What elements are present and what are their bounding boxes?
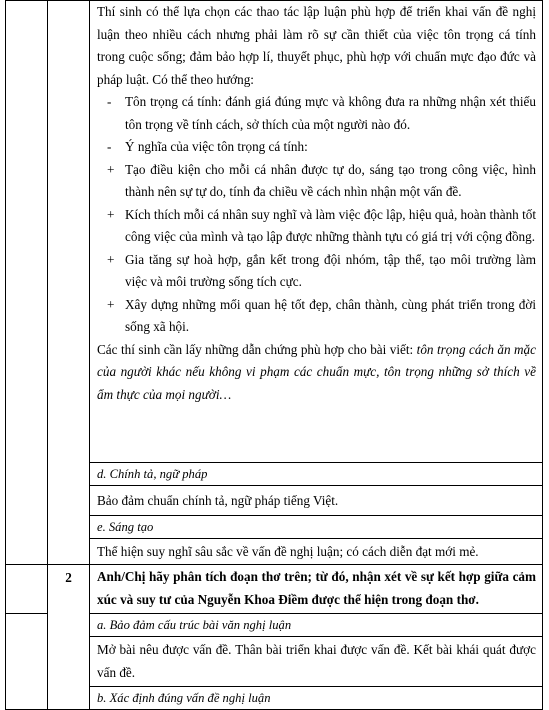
list-item: [97, 249, 536, 294]
bullet-marker: +: [107, 296, 115, 312]
part-cell: [48, 1, 90, 565]
list-item: [97, 159, 536, 204]
intro-paragraph: Thí sinh có thể lựa chọn các thao tác lập luận phù hợp để triển khai vấn đề nghị luận theo nhiều cách nhưng phải làm rõ sự cần thiết của việc tôn trọng cá tính trong cuộc sống; đảm bảo hợp lí, thuyết phục, phù hợp với chuẩn mực đạo đức và pháp luật. Có thể theo hướng:: [97, 4, 536, 87]
table-row: [6, 565, 543, 614]
list-item: [97, 204, 536, 249]
question-number-cell: [6, 614, 48, 710]
question-prompt-cell: [90, 565, 543, 614]
bullet-marker: +: [107, 161, 115, 177]
evidence-examples: tôn trọng cách ăn mặc của người khác nếu không vi phạm các chuẩn mực, tôn trọng những sở thích về ẩm thực của mọi người…: [97, 341, 536, 402]
content-cell: [90, 637, 543, 687]
bullet-text: Tạo điều kiện cho mỗi cá nhân được tự do, sáng tạo trong công việc, hình thành nên sự tự do, tính đa chiều về cách nhìn nhận một vấn đề.: [125, 161, 536, 199]
table-row: [6, 1, 543, 463]
bullet-marker: +: [107, 206, 115, 222]
question-number: 2: [65, 570, 72, 585]
issue-heading: b. Xác định đúng vấn đề nghị luận: [97, 691, 271, 705]
evidence-paragraph: [97, 339, 536, 407]
spelling-grammar-text: Bảo đảm chuẩn chính tả, ngữ pháp tiếng Việt.: [97, 493, 339, 508]
list-item: [97, 136, 536, 159]
question-number-cell: [6, 565, 48, 614]
question-prompt: Anh/Chị hãy phân tích đoạn thơ trên; từ đó, nhận xét về sự kết hợp giữa cảm xúc và suy tư của Nguyễn Khoa Điềm được thể hiện trong đoạn thơ.: [97, 569, 536, 607]
subheading-cell: [90, 614, 543, 637]
subheading-cell: [90, 515, 543, 538]
bullet-marker: -: [107, 139, 112, 154]
structure-heading: a. Bảo đảm cấu trúc bài văn nghị luận: [97, 618, 292, 632]
bullet-text: Gia tăng sự hoà hợp, gắn kết trong đội nhóm, tập thể, tạo môi trường làm việc và môi trường sống tích cực.: [125, 251, 536, 289]
bullet-marker: -: [107, 94, 112, 109]
list-item: [97, 91, 536, 136]
bullet-text: Kích thích mỗi cá nhân suy nghĩ và làm việc độc lập, hiệu quả, hoàn thành tốt công việc của mình và tạo lập được những thành tựu có giá trị với cộng đồng.: [125, 206, 536, 244]
part-cell: [48, 565, 90, 710]
content-cell: [90, 486, 543, 516]
spelling-grammar-heading: d. Chính tả, ngữ pháp: [97, 467, 208, 481]
list-item: [97, 294, 536, 339]
bullet-text: Tôn trọng cá tính: đánh giá đúng mực và không đưa ra những nhận xét thiếu tôn trọng về tính cách, sở thích của một người nào đó.: [125, 94, 536, 132]
bullet-marker: +: [107, 251, 115, 267]
content-cell: [90, 1, 543, 463]
scoring-table: [5, 0, 543, 710]
bullet-text: Ý nghĩa của việc tôn trọng cá tính:: [125, 139, 308, 154]
evidence-prefix: Các thí sinh cần lấy những dẫn chứng phù hợp cho bài viết:: [97, 341, 417, 357]
creativity-text: Thể hiện suy nghĩ sâu sắc về vấn đề nghị luận; có cách diễn đạt mới mẻ.: [97, 543, 479, 559]
content-cell: [90, 538, 543, 565]
creativity-heading: e. Sáng tạo: [97, 519, 154, 534]
question-number-cell: [6, 1, 48, 565]
bullet-text: Xây dựng những mối quan hệ tốt đẹp, chân thành, cùng phát triển trong đời sống xã hội.: [125, 296, 536, 334]
subheading-cell: [90, 463, 543, 486]
subheading-cell: [90, 687, 543, 710]
structure-text: Mở bài nêu được vấn đề. Thân bài triển khai được vấn đề. Kết bài khái quát được vấn đề.: [97, 642, 536, 680]
